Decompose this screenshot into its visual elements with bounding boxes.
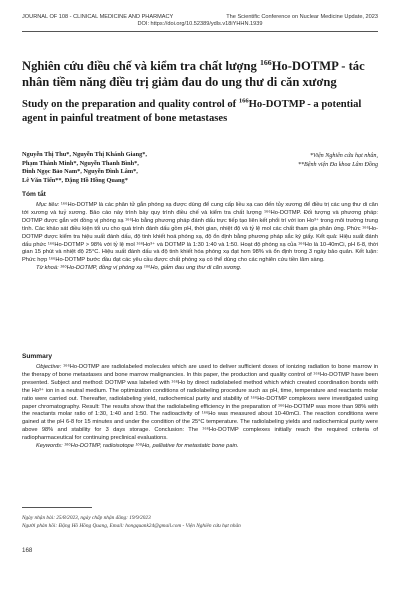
corresponding-author: Người phản hồi: Đặng Hồ Hồng Quang, Email: hongquank24@gmail.com - Viện Nghiên cứu hạt nhân	[22, 523, 241, 529]
affiliation: **Bệnh viện Đa khoa Lâm Đồng	[297, 161, 378, 168]
author-line: Đinh Ngọc Bảo Nam*, Nguyễn Đình Lâm*,	[22, 168, 138, 176]
author-line: Lê Văn Tiến**, Đặng Hồ Hồng Quang*	[22, 176, 128, 184]
summary-en-keywords: Keywords: ¹⁶⁶Ho-DOTMP, radioisotope ¹⁶⁶Ho, palliative for metastatic bone pain.	[36, 443, 239, 450]
summary-en-heading: Summary	[22, 353, 53, 360]
footnote-divider	[22, 507, 92, 508]
conference-name: The Scientific Conference on Nuclear Medicine Update, 2023	[226, 14, 378, 20]
summary-vi-keywords: Từ khoá: ¹⁶⁶Ho-DOTMP, đồng vị phóng xạ ¹⁶⁶Ho, giảm đau ung thư di căn xương.	[36, 265, 242, 272]
header-divider	[22, 31, 378, 32]
author-line: Nguyễn Thị Thu*, Nguyễn Thị Khánh Giang*,	[22, 151, 147, 158]
summary-en-paragraph: Objective: ¹⁶⁶Ho-DOTMP are radiolabeled molecules which are used to deliver sufficient doses of ionizing radiation to bone marrow in the therapy of bone metastases and bone marrow malignancies. In this paper, the production and quality control of ¹⁶⁶Ho-DOTMP have been presented. Subject and method: DOTMP was labeled with ¹⁶⁶Ho by direct radiolabeled method which which created coordination bonds with the Ho³⁺ ion in a neutral medium. The optimization conditions of radiolabeling procedure such as pH, time, temperature and reactants molar ratio were carried out. Thereafter, radiolabeling yield, radiochemical purity and stability of ¹⁶⁶Ho-DOTMP complexes were investigated using paper chromatography. Result: The results show that the radiolabeling efficiency in the preparation of ¹⁶⁶Ho-DOTMP was more than 98% with the reactants molar ratio of 1:30, 1:40 and 1:50. The radioactivity of ¹⁶⁶Ho was measured about 10-40mCi. The reaction conditions were gained at the pH 6-8 for 15 minutes and under the condition of the 25°C temperature. The radiolabeling yields and radiochemical purity were above 98% and stability for 3 days storage. Conclusion: The ¹⁶⁶Ho-DOTMP complexes initially reach the required criteria of radiopharmaceutical for continuing preclinical evaluations.	[22, 364, 378, 442]
doi-link[interactable]: DOI: https://doi.org/10.52389/ydls.v18iYHHN.1939	[137, 21, 263, 27]
page-number: 168	[22, 547, 33, 554]
received-date: Ngày nhận bài: 25/8/2023, ngày chấp nhận đăng: 19/9/2023	[22, 515, 151, 521]
summary-vi-heading: Tóm tắt	[22, 191, 46, 198]
summary-vi-body	[22, 202, 378, 273]
affiliation: *Viện Nghiên cứu hạt nhân,	[309, 153, 378, 159]
title-vietnamese: Nghiên cứu điều chế và kiểm tra chất lượng $^{166}$Ho-DOTMP - tác nhân tiềm năng điều trị giảm đau do ung thư di căn xương	[22, 57, 365, 89]
footnotes	[22, 514, 378, 530]
journal-name: JOURNAL OF 108 - CLINICAL MEDICINE AND PHARMACY	[22, 14, 174, 20]
summary-vi-paragraph: Mục tiêu: ¹⁶⁶Ho-DOTMP là các phân tử gắn phóng xạ được dùng để cung cấp liều xạ cao đến tủy xương để điều trị các ung thư di căn tới xương và tuỷ xương. Bảo cáo này trình bày quy trình điều chế và kiểm tra chất lượng ¹⁶⁶Ho-DOTMP. Đối tượng và phương pháp: DOTMP được gắn với đồng vị phóng xạ ¹⁶⁶Ho bằng phương pháp đánh dấu trực tiếp tạo liên kết phối trí với ion Ho³⁺ trong môi trường trung tính. Các khảo sát điều kiện tối ưu cho quá trình đánh dấu gồm pH, thời gian, nhiệt độ và tỷ lệ mol các chất tham gia phản ứng. Phức ¹⁶⁶Ho-DOTMP được kiểm tra hiệu suất đánh dấu, độ tinh khiết hoá phóng xạ, độ ổn định bằng phương pháp sắc ký giấy. Kết quả: Hiệu suất đánh dấu phức ¹⁶⁶Ho-DOTMP > 98% với tỷ lệ mol ¹⁶⁶Ho³⁺ và DOTMP là 1:30 1:40 và 1:50. Hoạt độ phóng xạ của ¹⁶⁶Ho là 10-40mCi, pH 6-8, thời gian 15 phút và nhiệt độ 25°C. Hiệu suất đánh dấu và độ tinh khiết hóa phóng xạ đạt hơn 98% và ổn định trong 3 ngày bảo quản. Kết luận: Phức hợp ¹⁶⁶Ho-DOTMP bước đầu đạt các yêu cầu được chất phóng xạ có thể dùng cho các nghiên cứu tiền lâm sàng.	[22, 202, 378, 264]
author-list	[22, 151, 252, 185]
affiliations	[228, 152, 378, 169]
summary-en-body	[22, 364, 378, 451]
title-english: Study on the preparation and quality control of $^{166}$Ho-DOTMP - a potential agent in painful treatment of bone metastases	[22, 97, 362, 124]
running-header	[22, 14, 378, 28]
author-line: Phạm Thành Minh*, Nguyễn Thanh Bình*,	[22, 159, 139, 167]
